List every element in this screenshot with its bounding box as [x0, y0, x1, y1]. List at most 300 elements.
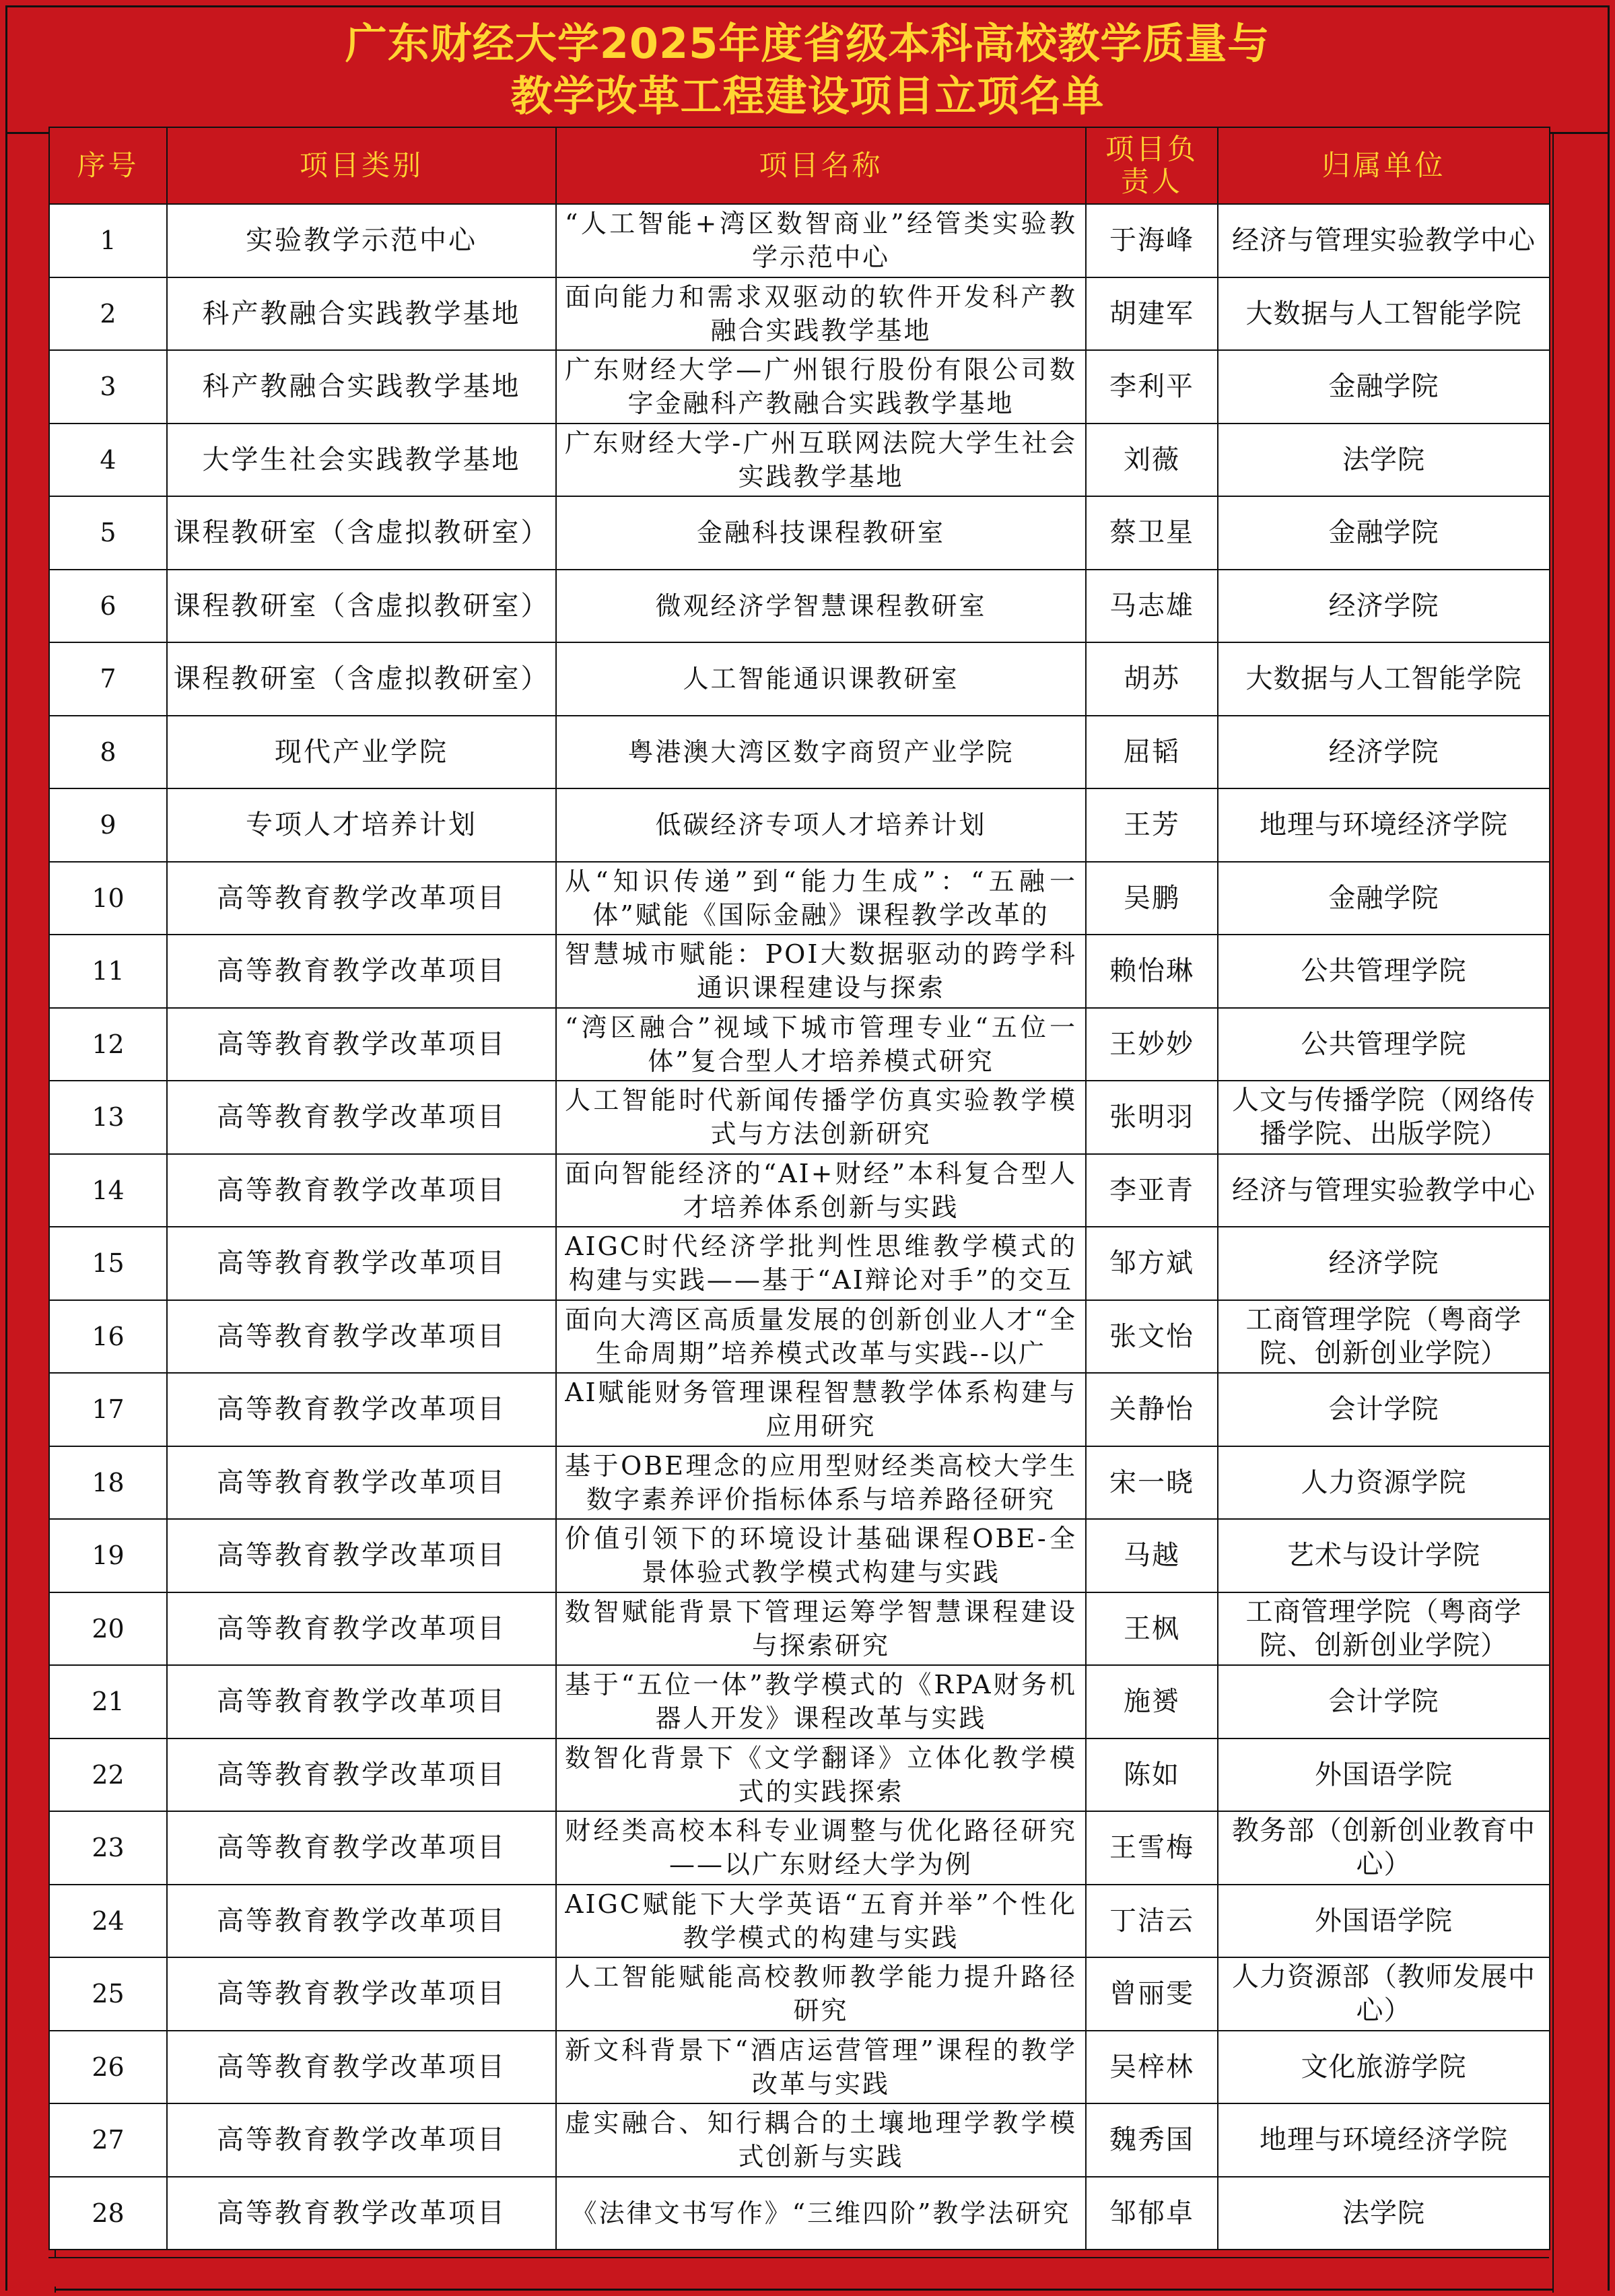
- row-number-text: 12: [92, 1029, 125, 1059]
- project-category-text: 高等教育教学改革项目: [217, 1978, 506, 2010]
- project-leader-text: 王枫: [1124, 1613, 1180, 1644]
- project-unit: [1218, 570, 1550, 643]
- project-category: [167, 1592, 556, 1666]
- project-name-text: 面向智能经济的“AI+财经”本科复合型人才培养体系创新与实践: [565, 1158, 1077, 1222]
- project-name: [556, 1081, 1086, 1154]
- project-unit-text: 公共管理学院: [1301, 1028, 1467, 1060]
- project-unit: [1218, 1300, 1550, 1374]
- project-category-text: 科产教融合实践教学基地: [202, 371, 521, 403]
- row-number: [49, 496, 167, 570]
- row-number-text: 8: [100, 737, 116, 767]
- project-unit: [1218, 1227, 1550, 1300]
- project-unit: [1218, 1738, 1550, 1812]
- project-leader-text: 施赟: [1124, 1686, 1180, 1718]
- project-leader-text: 吴梓林: [1109, 2051, 1194, 2083]
- row-number-text: 4: [100, 444, 116, 475]
- project-unit-text: 大数据与人工智能学院: [1245, 298, 1522, 329]
- project-name: [556, 1154, 1086, 1227]
- table-row: [49, 1300, 1550, 1374]
- project-unit: [1218, 350, 1550, 424]
- project-category-text: 高等教育教学改革项目: [217, 1759, 506, 1790]
- row-number: [49, 935, 167, 1008]
- table-row: [49, 424, 1550, 497]
- project-name-text: 人工智能通识课教研室: [683, 664, 959, 694]
- project-name-text: 人工智能时代新闻传播学仿真实验教学模式与方法创新研究: [565, 1085, 1077, 1149]
- project-name: [556, 1885, 1086, 1958]
- title-band: [7, 7, 1608, 134]
- project-category: [167, 1665, 556, 1738]
- project-category-text: 专项人才培养计划: [246, 809, 477, 841]
- project-unit: [1218, 1885, 1550, 1958]
- right-margin-band: [1552, 134, 1608, 2293]
- project-unit: [1218, 1957, 1550, 2031]
- project-leader-text: 陈如: [1124, 1759, 1180, 1790]
- project-unit-text: 人力资源部（教师发展中心）: [1232, 1961, 1536, 2027]
- project-name: [556, 788, 1086, 862]
- project-unit-text: 经济学院: [1328, 590, 1439, 621]
- page-title-line-2: 教学改革工程建设项目立项名单: [510, 71, 1105, 121]
- row-number-text: 7: [100, 664, 116, 694]
- project-leader-text: 蔡卫星: [1109, 517, 1194, 549]
- project-leader: [1086, 716, 1218, 789]
- project-category-text: 实验教学示范中心: [246, 225, 477, 257]
- project-name: [556, 1373, 1086, 1446]
- project-name: [556, 570, 1086, 643]
- table-row: [49, 1811, 1550, 1885]
- project-category-text: 高等教育教学改革项目: [217, 2124, 506, 2156]
- project-category-text: 高等教育教学改革项目: [217, 955, 506, 987]
- project-category-text: 高等教育教学改革项目: [217, 1320, 506, 1352]
- row-number-text: 15: [92, 1248, 125, 1279]
- table-row: [49, 2103, 1550, 2177]
- table-row: [49, 1081, 1550, 1154]
- table-row: [49, 862, 1550, 935]
- project-category-text: 高等教育教学改革项目: [217, 2051, 506, 2083]
- project-leader: [1086, 642, 1218, 716]
- table-body: [49, 204, 1550, 2250]
- table-row: [49, 2177, 1550, 2250]
- project-category: [167, 1811, 556, 1885]
- project-leader: [1086, 277, 1218, 351]
- row-number-text: 25: [92, 1979, 125, 2009]
- project-leader: [1086, 1665, 1218, 1738]
- project-name: [556, 2177, 1086, 2250]
- project-name-text: AIGC时代经济学批判性思维教学模式的构建与实践——基于“AI辩论对手”的交互: [565, 1231, 1077, 1295]
- project-name-text: 金融科技课程教研室: [696, 518, 945, 548]
- table-row: [49, 1008, 1550, 1081]
- project-unit: [1218, 2031, 1550, 2104]
- project-leader: [1086, 1446, 1218, 1520]
- row-number-text: 18: [92, 1467, 125, 1497]
- project-category: [167, 1446, 556, 1520]
- project-category-text: 课程教研室（含虚拟教研室）: [173, 663, 550, 695]
- header-unit: 归属单位: [1218, 127, 1550, 204]
- project-name-text: 《法律文书写作》“三维四阶”教学法研究: [571, 2198, 1071, 2228]
- row-number: [49, 424, 167, 497]
- project-leader: [1086, 2031, 1218, 2104]
- project-unit-text: 外国语学院: [1315, 1905, 1453, 1936]
- project-leader-text: 马志雄: [1109, 590, 1194, 621]
- project-leader-text: 丁洁云: [1109, 1905, 1194, 1936]
- project-leader-text: 吴鹏: [1124, 882, 1180, 914]
- project-category: [167, 935, 556, 1008]
- project-leader: [1086, 1081, 1218, 1154]
- project-category-text: 高等教育教学改革项目: [217, 1832, 506, 1864]
- table-row: [49, 496, 1550, 570]
- row-number: [49, 1665, 167, 1738]
- project-unit: [1218, 1154, 1550, 1227]
- project-unit: [1218, 1373, 1550, 1446]
- project-category-text: 高等教育教学改革项目: [217, 1466, 506, 1498]
- project-unit: [1218, 862, 1550, 935]
- project-name: [556, 1446, 1086, 1520]
- project-name: [556, 1227, 1086, 1300]
- table-row: [49, 1885, 1550, 1958]
- row-number-text: 19: [92, 1541, 125, 1571]
- project-name-text: 数智赋能背景下管理运筹学智慧课程建设与探索研究: [565, 1596, 1077, 1660]
- row-number: [49, 2103, 167, 2177]
- project-unit: [1218, 496, 1550, 570]
- row-number-text: 17: [92, 1394, 125, 1425]
- table-row: [49, 1592, 1550, 1666]
- project-unit-text: 人文与传播学院（网络传播学院、出版学院）: [1232, 1085, 1536, 1150]
- row-number-text: 10: [92, 883, 125, 913]
- project-unit-text: 经济学院: [1328, 1248, 1439, 1279]
- project-leader-text: 于海峰: [1109, 225, 1194, 257]
- row-number-text: 21: [92, 1687, 125, 1717]
- project-unit-text: 艺术与设计学院: [1287, 1540, 1480, 1572]
- project-unit: [1218, 1665, 1550, 1738]
- project-name: [556, 935, 1086, 1008]
- project-category: [167, 1227, 556, 1300]
- project-category-text: 高等教育教学改革项目: [217, 1028, 506, 1060]
- project-category: [167, 496, 556, 570]
- row-number: [49, 1446, 167, 1520]
- project-leader-text: 王芳: [1124, 809, 1180, 841]
- project-category-text: 课程教研室（含虚拟教研室）: [173, 517, 550, 549]
- project-category: [167, 204, 556, 277]
- project-name: [556, 1300, 1086, 1374]
- table-row: [49, 788, 1550, 862]
- project-unit-text: 法学院: [1342, 444, 1425, 475]
- table-row: [49, 1373, 1550, 1446]
- project-leader-text: 魏秀国: [1109, 2124, 1194, 2156]
- project-unit-text: 经济与管理实验教学中心: [1232, 225, 1536, 257]
- table-row: [49, 1738, 1550, 1812]
- project-unit: [1218, 277, 1550, 351]
- project-category-text: 高等教育教学改革项目: [217, 2197, 506, 2229]
- table-row: [49, 570, 1550, 643]
- project-category: [167, 642, 556, 716]
- project-leader: [1086, 935, 1218, 1008]
- row-number-text: 27: [92, 2125, 125, 2155]
- project-leader: [1086, 1519, 1218, 1592]
- project-leader-text: 邹郁卓: [1109, 2197, 1194, 2229]
- project-unit: [1218, 935, 1550, 1008]
- project-name-text: “湾区融合”视域下城市管理专业“五位一体”复合型人才培养模式研究: [565, 1012, 1077, 1076]
- project-leader: [1086, 862, 1218, 935]
- row-number-text: 6: [100, 590, 116, 621]
- project-name-text: 粤港澳大湾区数字商贸产业学院: [627, 737, 1015, 767]
- row-number: [49, 350, 167, 424]
- row-number: [49, 570, 167, 643]
- table-row: [49, 716, 1550, 789]
- row-number-text: 1: [100, 226, 116, 256]
- row-number-text: 20: [92, 1613, 125, 1644]
- project-category-text: 高等教育教学改革项目: [217, 1248, 506, 1279]
- project-name-text: 微观经济学智慧课程教研室: [655, 590, 987, 621]
- project-name-text: AIGC赋能下大学英语“五育并举”个性化教学模式的构建与实践: [565, 1889, 1077, 1953]
- project-name-text: “人工智能+湾区数智商业”经管类实验教学示范中心: [565, 209, 1077, 273]
- project-unit-text: 教务部（创新创业教育中心）: [1232, 1815, 1536, 1881]
- table-row: [49, 1957, 1550, 2031]
- project-name: [556, 2031, 1086, 2104]
- project-leader: [1086, 496, 1218, 570]
- project-name-text: 新文科背景下“酒店运营管理”课程的教学改革与实践: [565, 2035, 1077, 2099]
- row-number: [49, 1373, 167, 1446]
- header-category: 项目类别: [167, 127, 556, 204]
- project-name: [556, 496, 1086, 570]
- project-category-text: 科产教融合实践教学基地: [202, 298, 521, 329]
- row-number-text: 26: [92, 2052, 125, 2082]
- row-number: [49, 788, 167, 862]
- project-unit: [1218, 642, 1550, 716]
- project-leader: [1086, 2103, 1218, 2177]
- row-number: [49, 1227, 167, 1300]
- project-name-text: 低碳经济专项人才培养计划: [655, 810, 987, 840]
- row-number: [49, 1081, 167, 1154]
- table-row: [49, 1154, 1550, 1227]
- project-unit-text: 外国语学院: [1315, 1759, 1453, 1790]
- row-number-text: 16: [92, 1321, 125, 1351]
- project-leader: [1086, 1592, 1218, 1666]
- row-number: [49, 2031, 167, 2104]
- project-category-text: 高等教育教学改革项目: [217, 1613, 506, 1644]
- row-number: [49, 204, 167, 277]
- project-leader-text: 李亚青: [1109, 1174, 1194, 1206]
- project-leader: [1086, 1885, 1218, 1958]
- project-name: [556, 862, 1086, 935]
- table-row: [49, 277, 1550, 351]
- project-category: [167, 2031, 556, 2104]
- project-leader-text: 曾丽雯: [1109, 1978, 1194, 2010]
- project-leader: [1086, 424, 1218, 497]
- project-name-text: 人工智能赋能高校教师教学能力提升路径研究: [565, 1962, 1077, 2026]
- project-leader: [1086, 1300, 1218, 1374]
- row-number-text: 14: [92, 1175, 125, 1205]
- project-unit-text: 文化旅游学院: [1301, 2051, 1467, 2083]
- project-category: [167, 1081, 556, 1154]
- project-category: [167, 1957, 556, 2031]
- bottom-strip: [48, 2257, 1549, 2287]
- project-category: [167, 2177, 556, 2250]
- row-number: [49, 1811, 167, 1885]
- project-leader-text: 张明羽: [1109, 1102, 1194, 1133]
- row-number-text: 9: [100, 810, 116, 840]
- project-name-text: 基于OBE理念的应用型财经类高校大学生数字素养评价指标体系与培养路径研究: [565, 1450, 1077, 1514]
- row-number: [49, 1300, 167, 1374]
- row-number: [49, 1592, 167, 1666]
- project-unit-text: 会计学院: [1328, 1686, 1439, 1718]
- project-unit-text: 金融学院: [1328, 882, 1439, 914]
- project-category-text: 高等教育教学改革项目: [217, 1540, 506, 1572]
- row-number-text: 23: [92, 1833, 125, 1863]
- project-name-text: 广东财经大学-广州互联网法院大学生社会实践教学基地: [565, 428, 1077, 492]
- project-name-text: 智慧城市赋能：POI大数据驱动的跨学科通识课程建设与探索: [565, 939, 1077, 1003]
- project-unit: [1218, 1811, 1550, 1885]
- project-unit: [1218, 1081, 1550, 1154]
- project-name: [556, 1592, 1086, 1666]
- project-name-text: 面向能力和需求双驱动的软件开发科产教融合实践教学基地: [565, 281, 1077, 345]
- project-leader: [1086, 1227, 1218, 1300]
- row-number: [49, 642, 167, 716]
- project-name: [556, 1811, 1086, 1885]
- project-leader: [1086, 1008, 1218, 1081]
- project-unit-text: 工商管理学院（粤商学院、创新创业学院）: [1245, 1596, 1522, 1661]
- project-category: [167, 1154, 556, 1227]
- project-leader: [1086, 1957, 1218, 2031]
- row-number-text: 22: [92, 1759, 125, 1790]
- project-leader: [1086, 1373, 1218, 1446]
- header-name: 项目名称: [556, 127, 1086, 204]
- project-category-text: 现代产业学院: [275, 736, 448, 768]
- project-name: [556, 716, 1086, 789]
- project-category: [167, 350, 556, 424]
- project-leader-text: 刘薇: [1124, 444, 1180, 475]
- project-unit: [1218, 2177, 1550, 2250]
- project-unit-text: 金融学院: [1328, 371, 1439, 403]
- page-title-line-1: 广东财经大学2025年度省级本科高校教学质量与: [345, 18, 1270, 68]
- row-number: [49, 1885, 167, 1958]
- row-number: [49, 1519, 167, 1592]
- table-row: [49, 1227, 1550, 1300]
- project-category-text: 大学生社会实践教学基地: [202, 444, 521, 475]
- project-leader-text: 王雪梅: [1109, 1832, 1194, 1864]
- project-leader: [1086, 204, 1218, 277]
- project-category-text: 高等教育教学改革项目: [217, 882, 506, 914]
- project-name: [556, 2103, 1086, 2177]
- project-leader-text: 李利平: [1109, 371, 1194, 403]
- project-category: [167, 1519, 556, 1592]
- project-name: [556, 1738, 1086, 1812]
- project-category: [167, 1738, 556, 1812]
- table-row: [49, 204, 1550, 277]
- project-unit: [1218, 1519, 1550, 1592]
- project-category-text: 高等教育教学改革项目: [217, 1686, 506, 1718]
- row-number: [49, 1738, 167, 1812]
- project-name-text: 广东财经大学—广州银行股份有限公司数字金融科产教融合实践教学基地: [565, 355, 1077, 419]
- project-category: [167, 424, 556, 497]
- project-unit-text: 法学院: [1342, 2197, 1425, 2229]
- project-unit-text: 地理与环境经济学院: [1260, 2124, 1508, 2156]
- project-category: [167, 1300, 556, 1374]
- project-name-text: 面向大湾区高质量发展的创新创业人才“全生命周期”培养模式改革与实践--以广: [565, 1304, 1077, 1368]
- project-leader: [1086, 1738, 1218, 1812]
- row-number: [49, 1957, 167, 2031]
- project-leader: [1086, 350, 1218, 424]
- row-number-text: 2: [100, 298, 116, 329]
- project-name: [556, 642, 1086, 716]
- project-category-text: 高等教育教学改革项目: [217, 1905, 506, 1936]
- row-number-text: 3: [100, 372, 116, 402]
- table-row: [49, 350, 1550, 424]
- project-leader-text: 马越: [1124, 1540, 1180, 1572]
- project-category-text: 高等教育教学改革项目: [217, 1394, 506, 1425]
- project-category: [167, 788, 556, 862]
- project-unit-text: 地理与环境经济学院: [1260, 809, 1508, 841]
- project-leader-text: 王妙妙: [1109, 1028, 1194, 1060]
- project-name-text: 价值引领下的环境设计基础课程OBE-全景体验式教学模式构建与实践: [565, 1524, 1077, 1588]
- project-unit: [1218, 2103, 1550, 2177]
- project-name: [556, 1519, 1086, 1592]
- project-unit-text: 人力资源学院: [1301, 1466, 1467, 1498]
- project-name-text: AI赋能财务管理课程智慧教学体系构建与应用研究: [565, 1378, 1077, 1442]
- project-name: [556, 1008, 1086, 1081]
- project-name-text: 数智化背景下《文学翻译》立体化教学模式的实践探索: [565, 1743, 1077, 1807]
- project-name: [556, 277, 1086, 351]
- project-unit: [1218, 788, 1550, 862]
- project-leader-text: 关静怡: [1109, 1394, 1194, 1425]
- row-number: [49, 716, 167, 789]
- project-category: [167, 716, 556, 789]
- project-leader: [1086, 1154, 1218, 1227]
- row-number-text: 11: [92, 956, 125, 986]
- project-name: [556, 1957, 1086, 2031]
- project-unit: [1218, 1446, 1550, 1520]
- project-unit: [1218, 1592, 1550, 1666]
- project-leader: [1086, 570, 1218, 643]
- project-category-text: 高等教育教学改革项目: [217, 1174, 506, 1206]
- project-leader-text: 宋一晓: [1109, 1466, 1194, 1498]
- project-name-text: 财经类高校本科专业调整与优化路径研究——以广东财经大学为例: [565, 1816, 1077, 1880]
- project-unit: [1218, 424, 1550, 497]
- table-row: [49, 1519, 1550, 1592]
- row-number-text: 13: [92, 1102, 125, 1133]
- project-name-text: 从“知识传递”到“能力生成”：“五融一体”赋能《国际金融》课程教学改革的: [565, 866, 1077, 930]
- project-leader: [1086, 788, 1218, 862]
- project-category-text: 高等教育教学改革项目: [217, 1102, 506, 1133]
- project-table-container: [48, 127, 1549, 2250]
- row-number: [49, 1154, 167, 1227]
- row-number-text: 24: [92, 1905, 125, 1936]
- table-header-row: [49, 127, 1550, 204]
- project-category: [167, 1008, 556, 1081]
- project-unit: [1218, 1008, 1550, 1081]
- project-name: [556, 204, 1086, 277]
- project-category: [167, 277, 556, 351]
- project-leader-text: 邹方斌: [1109, 1248, 1194, 1279]
- project-name: [556, 350, 1086, 424]
- project-category: [167, 1885, 556, 1958]
- row-number: [49, 2177, 167, 2250]
- project-unit-text: 工商管理学院（粤商学院、创新创业学院）: [1245, 1304, 1522, 1369]
- project-category: [167, 2103, 556, 2177]
- project-name: [556, 1665, 1086, 1738]
- project-leader: [1086, 2177, 1218, 2250]
- project-unit-text: 会计学院: [1328, 1394, 1439, 1425]
- table-row: [49, 642, 1550, 716]
- project-unit: [1218, 716, 1550, 789]
- project-unit-text: 金融学院: [1328, 517, 1439, 549]
- row-number: [49, 862, 167, 935]
- project-category-text: 课程教研室（含虚拟教研室）: [173, 590, 550, 621]
- project-category: [167, 1373, 556, 1446]
- table-row: [49, 935, 1550, 1008]
- project-unit-text: 经济学院: [1328, 736, 1439, 768]
- project-unit-text: 经济与管理实验教学中心: [1232, 1174, 1536, 1206]
- project-table: [48, 127, 1550, 2250]
- header-no: 序号: [49, 127, 167, 204]
